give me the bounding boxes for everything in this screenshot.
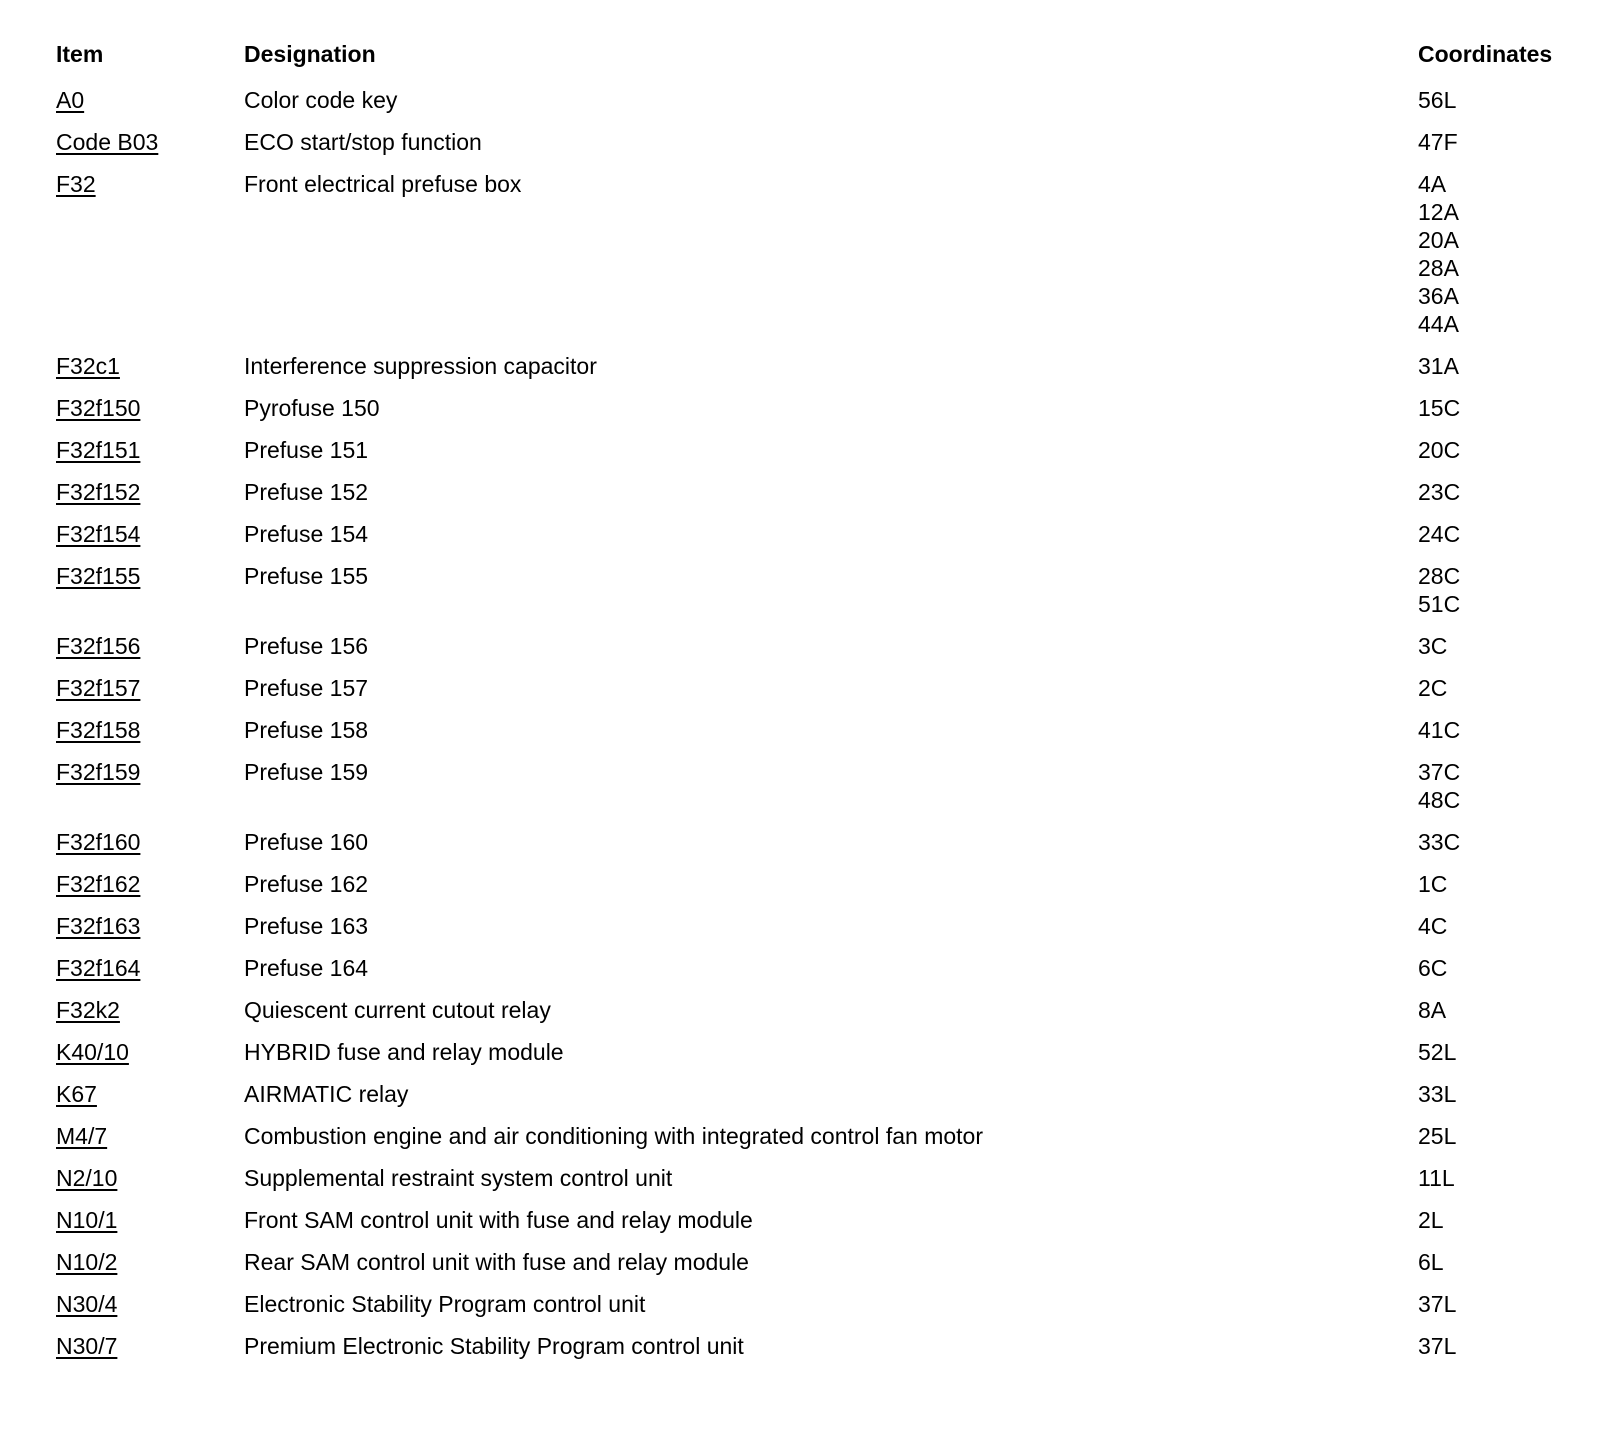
item-cell xyxy=(56,1164,244,1192)
table-row xyxy=(56,1290,1576,1332)
item-cell xyxy=(56,520,244,548)
designation-cell: Combustion engine and air conditioning with integrated control fan motor xyxy=(244,1123,983,1149)
item-link[interactable]: F32f150 xyxy=(56,395,141,421)
coordinate-value: 20A xyxy=(1418,227,1459,253)
table-row xyxy=(56,1332,1576,1374)
item-link[interactable]: N2/10 xyxy=(56,1165,118,1191)
coordinates-cell xyxy=(1418,128,1576,156)
coordinates-cell xyxy=(1418,1122,1576,1150)
table-row xyxy=(56,828,1576,870)
table-row xyxy=(56,478,1576,520)
coordinates-cell xyxy=(1418,870,1576,898)
item-link[interactable]: N10/1 xyxy=(56,1207,118,1233)
coordinate-value: 3C xyxy=(1418,633,1448,659)
designation-cell: Prefuse 162 xyxy=(244,871,369,897)
coordinate-value: 4A xyxy=(1418,171,1447,197)
coordinates-cell xyxy=(1418,716,1576,744)
coordinate-value: 36A xyxy=(1418,283,1459,309)
coordinates-cell xyxy=(1418,1164,1576,1192)
item-cell xyxy=(56,1290,244,1318)
coordinates-cell xyxy=(1418,996,1576,1024)
item-link[interactable]: F32f152 xyxy=(56,479,141,505)
designation-cell: Prefuse 155 xyxy=(244,563,369,589)
coordinates-cell xyxy=(1418,632,1576,660)
item-link[interactable]: A0 xyxy=(56,87,85,113)
designation-cell: Color code key xyxy=(244,87,398,113)
item-link[interactable]: F32f162 xyxy=(56,871,141,897)
item-cell xyxy=(56,954,244,982)
coordinate-value: 6C xyxy=(1418,955,1448,981)
coordinate-value: 8A xyxy=(1418,997,1447,1023)
table-row xyxy=(56,562,1576,632)
coordinates-cell xyxy=(1418,1080,1576,1108)
coordinate-value: 47F xyxy=(1418,129,1458,155)
table-row xyxy=(56,436,1576,478)
coordinates-cell xyxy=(1418,1290,1576,1318)
item-cell xyxy=(56,436,244,464)
coordinate-value: 56L xyxy=(1418,87,1457,113)
designation-cell: Rear SAM control unit with fuse and relay module xyxy=(244,1249,749,1275)
coordinate-value: 37L xyxy=(1418,1333,1457,1359)
designation-cell: Prefuse 164 xyxy=(244,955,369,981)
item-cell xyxy=(56,352,244,380)
item-link[interactable]: Code B03 xyxy=(56,129,159,155)
item-link[interactable]: F32f154 xyxy=(56,521,141,547)
coordinate-value: 28C xyxy=(1418,563,1461,589)
item-link[interactable]: K67 xyxy=(56,1081,97,1107)
coordinate-value: 37C xyxy=(1418,759,1461,785)
item-cell xyxy=(56,1248,244,1276)
designation-cell: Prefuse 160 xyxy=(244,829,369,855)
coordinates-cell xyxy=(1418,520,1576,548)
coordinates-cell xyxy=(1418,86,1576,114)
table-row xyxy=(56,912,1576,954)
designation-cell: Prefuse 163 xyxy=(244,913,369,939)
coordinate-value: 28A xyxy=(1418,255,1459,281)
item-link[interactable]: M4/7 xyxy=(56,1123,108,1149)
item-cell xyxy=(56,1332,244,1360)
designation-cell: Pyrofuse 150 xyxy=(244,395,380,421)
item-cell xyxy=(56,1080,244,1108)
table-row xyxy=(56,870,1576,912)
table-header xyxy=(56,40,1576,86)
item-cell xyxy=(56,128,244,156)
coordinates-cell xyxy=(1418,758,1576,814)
item-cell xyxy=(56,86,244,114)
coordinate-value: 4C xyxy=(1418,913,1448,939)
coordinate-value: 51C xyxy=(1418,591,1461,617)
table-row xyxy=(56,1206,1576,1248)
coordinates-cell xyxy=(1418,1038,1576,1066)
item-cell xyxy=(56,828,244,856)
coordinates-cell xyxy=(1418,562,1576,618)
table-row xyxy=(56,1248,1576,1290)
item-link[interactable]: F32f163 xyxy=(56,913,141,939)
coordinate-value: 23C xyxy=(1418,479,1461,505)
item-cell xyxy=(56,1206,244,1234)
item-cell xyxy=(56,394,244,422)
table-row xyxy=(56,1038,1576,1080)
item-cell xyxy=(56,1122,244,1150)
designation-cell: Front SAM control unit with fuse and relay module xyxy=(244,1207,753,1233)
table-row xyxy=(56,1080,1576,1122)
coordinates-cell xyxy=(1418,954,1576,982)
item-cell xyxy=(56,478,244,506)
item-cell xyxy=(56,870,244,898)
designation-cell: Supplemental restraint system control unit xyxy=(244,1165,673,1191)
coordinate-value: 41C xyxy=(1418,717,1461,743)
designation-cell: Prefuse 157 xyxy=(244,675,369,701)
item-cell xyxy=(56,758,244,786)
table-row xyxy=(56,520,1576,562)
table-row xyxy=(56,86,1576,128)
designation-cell: Electronic Stability Program control unit xyxy=(244,1291,646,1317)
item-cell xyxy=(56,996,244,1024)
header-designation: Designation xyxy=(244,41,376,67)
coordinate-value: 12A xyxy=(1418,199,1459,225)
coordinate-value: 33L xyxy=(1418,1081,1457,1107)
designation-cell: Prefuse 156 xyxy=(244,633,369,659)
table-row xyxy=(56,1122,1576,1164)
coordinates-cell xyxy=(1418,912,1576,940)
header-item: Item xyxy=(56,41,104,67)
table-row xyxy=(56,128,1576,170)
item-link[interactable]: F32k2 xyxy=(56,997,120,1023)
item-link[interactable]: F32f159 xyxy=(56,759,141,785)
item-cell xyxy=(56,912,244,940)
table-row xyxy=(56,674,1576,716)
item-link[interactable]: F32f157 xyxy=(56,675,141,701)
coordinate-value: 2L xyxy=(1418,1207,1444,1233)
designation-cell: Prefuse 152 xyxy=(244,479,369,505)
coordinates-cell xyxy=(1418,674,1576,702)
coordinate-value: 11L xyxy=(1418,1165,1455,1191)
item-cell xyxy=(56,674,244,702)
designation-cell: Prefuse 159 xyxy=(244,759,369,785)
table-row xyxy=(56,954,1576,996)
designation-cell: Quiescent current cutout relay xyxy=(244,997,551,1023)
designation-cell: Premium Electronic Stability Program control unit xyxy=(244,1333,744,1359)
coordinate-value: 2C xyxy=(1418,675,1448,701)
item-link[interactable]: N10/2 xyxy=(56,1249,118,1275)
item-link[interactable]: F32f156 xyxy=(56,633,141,659)
table-row xyxy=(56,352,1576,394)
coordinate-value: 25L xyxy=(1418,1123,1457,1149)
designation-cell: AIRMATIC relay xyxy=(244,1081,409,1107)
table-row xyxy=(56,758,1576,828)
item-cell xyxy=(56,1038,244,1066)
coordinate-value: 20C xyxy=(1418,437,1461,463)
coordinate-value: 52L xyxy=(1418,1039,1457,1065)
coordinate-value: 48C xyxy=(1418,787,1461,813)
coordinate-value: 24C xyxy=(1418,521,1461,547)
table-row xyxy=(56,716,1576,758)
designation-cell: HYBRID fuse and relay module xyxy=(244,1039,564,1065)
item-link[interactable]: F32 xyxy=(56,171,96,197)
coordinate-value: 31A xyxy=(1418,353,1459,379)
coordinates-cell xyxy=(1418,436,1576,464)
coordinate-value: 6L xyxy=(1418,1249,1444,1275)
coordinates-cell xyxy=(1418,1206,1576,1234)
designation-cell: Prefuse 151 xyxy=(244,437,369,463)
item-link[interactable]: F32c1 xyxy=(56,353,120,379)
coordinates-cell xyxy=(1418,170,1576,338)
table-row xyxy=(56,1164,1576,1206)
item-link[interactable]: N30/4 xyxy=(56,1291,118,1317)
designation-cell: Front electrical prefuse box xyxy=(244,171,522,197)
designation-cell: Prefuse 158 xyxy=(244,717,369,743)
coordinates-cell xyxy=(1418,478,1576,506)
item-link[interactable]: F32f160 xyxy=(56,829,141,855)
coordinate-value: 1C xyxy=(1418,871,1448,897)
header-coordinates: Coordinates xyxy=(1418,41,1553,67)
coordinates-cell xyxy=(1418,1248,1576,1276)
item-cell xyxy=(56,562,244,590)
coordinate-value: 15C xyxy=(1418,395,1461,421)
coordinates-cell xyxy=(1418,1332,1576,1360)
table-row xyxy=(56,394,1576,436)
coordinate-value: 44A xyxy=(1418,311,1459,337)
table-row xyxy=(56,170,1576,352)
coordinate-value: 33C xyxy=(1418,829,1461,855)
item-link[interactable]: F32f151 xyxy=(56,437,141,463)
item-cell xyxy=(56,170,244,198)
item-cell xyxy=(56,716,244,744)
designation-cell: Prefuse 154 xyxy=(244,521,369,547)
table-body xyxy=(56,86,1576,1374)
designation-cell: ECO start/stop function xyxy=(244,129,482,155)
coordinates-cell xyxy=(1418,828,1576,856)
item-link[interactable]: F32f155 xyxy=(56,563,141,589)
item-link[interactable]: N30/7 xyxy=(56,1333,118,1359)
coordinate-value: 37L xyxy=(1418,1291,1457,1317)
item-cell xyxy=(56,632,244,660)
item-link[interactable]: K40/10 xyxy=(56,1039,129,1065)
legend-table xyxy=(56,40,1576,1374)
item-link[interactable]: F32f158 xyxy=(56,717,141,743)
table-row xyxy=(56,632,1576,674)
item-link[interactable]: F32f164 xyxy=(56,955,141,981)
designation-cell: Interference suppression capacitor xyxy=(244,353,597,379)
table-row xyxy=(56,996,1576,1038)
coordinates-cell xyxy=(1418,394,1576,422)
coordinates-cell xyxy=(1418,352,1576,380)
